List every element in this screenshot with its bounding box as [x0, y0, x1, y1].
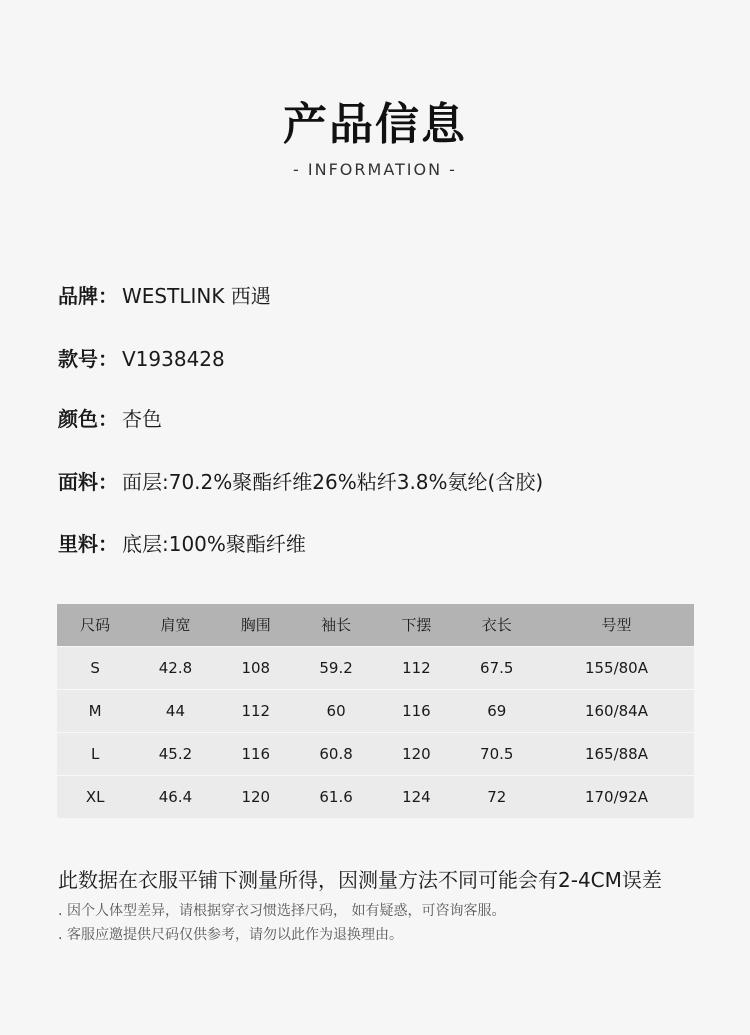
info-value: 底层:100%聚酯纤维 [122, 532, 306, 556]
note-item [58, 900, 505, 920]
table-cell: 42.8 [133, 646, 217, 689]
table-cell: S [57, 646, 133, 689]
header-cell: 肩宽 [160, 616, 191, 635]
info-value: 面层:70.2%聚酯纤维26%粘纤3.8%氨纶(含胶) [122, 470, 544, 494]
table-cell: 69 [455, 689, 539, 732]
info-row-brand [58, 280, 271, 309]
bullet: . [58, 927, 63, 943]
info-value: 杏色 [122, 407, 162, 431]
size-table [57, 604, 694, 818]
table-row [57, 732, 694, 775]
page-title: 产品信息 [283, 99, 467, 150]
info-label: 颜色： [58, 407, 118, 431]
table-cell: 60 [294, 689, 378, 732]
page-subtitle: - INFORMATION - [293, 160, 457, 179]
table-cell: 59.2 [294, 646, 378, 689]
info-label: 品牌： [58, 284, 118, 308]
info-value: V1938428 [122, 347, 225, 371]
info-row-color [58, 403, 162, 432]
info-label: 面料： [58, 470, 118, 494]
info-row-style-number [58, 343, 225, 372]
table-cell: 124 [378, 775, 454, 818]
table-cell: 60.8 [294, 732, 378, 775]
note-item [58, 924, 403, 944]
info-row-lining [58, 528, 306, 557]
header-cell: 号型 [601, 616, 632, 635]
table-cell: 61.6 [294, 775, 378, 818]
bullet: . [58, 903, 63, 919]
table-cell: 70.5 [455, 732, 539, 775]
info-row-fabric [58, 466, 543, 495]
table-cell: 112 [378, 646, 454, 689]
note-text: 客服应邀提供尺码仅供参考，请勿以此作为退换理由。 [67, 927, 403, 943]
table-cell: 155/80A [539, 646, 694, 689]
table-cell: 116 [218, 732, 294, 775]
table-cell: 72 [455, 775, 539, 818]
table-cell: L [57, 732, 133, 775]
info-value: WESTLINK 西遇 [122, 284, 271, 308]
table-cell: 46.4 [133, 775, 217, 818]
table-cell: XL [57, 775, 133, 818]
table-row [57, 775, 694, 818]
table-cell: 170/92A [539, 775, 694, 818]
measurement-note-title: 此数据在衣服平铺下测量所得，因测量方法不同可能会有2-4CM误差 [58, 868, 662, 892]
table-cell: 120 [218, 775, 294, 818]
header-cell: 下摆 [401, 616, 432, 635]
info-label: 里料： [58, 532, 118, 556]
table-cell: 67.5 [455, 646, 539, 689]
header-cell: 尺码 [80, 616, 111, 635]
note-text: 因个人体型差异，请根据穿衣习惯选择尺码， 如有疑惑，可咨询客服。 [67, 903, 506, 919]
table-cell: M [57, 689, 133, 732]
table-cell: 45.2 [133, 732, 217, 775]
table-cell: 108 [218, 646, 294, 689]
table-cell: 44 [133, 689, 217, 732]
table-cell: 160/84A [539, 689, 694, 732]
table-row [57, 689, 694, 732]
table-cell: 112 [218, 689, 294, 732]
table-cell: 116 [378, 689, 454, 732]
info-label: 款号： [58, 347, 118, 371]
table-cell: 165/88A [539, 732, 694, 775]
header-cell: 衣长 [481, 616, 512, 635]
size-table-header [57, 604, 694, 646]
header-cell: 胸围 [240, 616, 271, 635]
header-cell: 袖长 [321, 616, 352, 635]
table-row [57, 646, 694, 689]
table-cell: 120 [378, 732, 454, 775]
